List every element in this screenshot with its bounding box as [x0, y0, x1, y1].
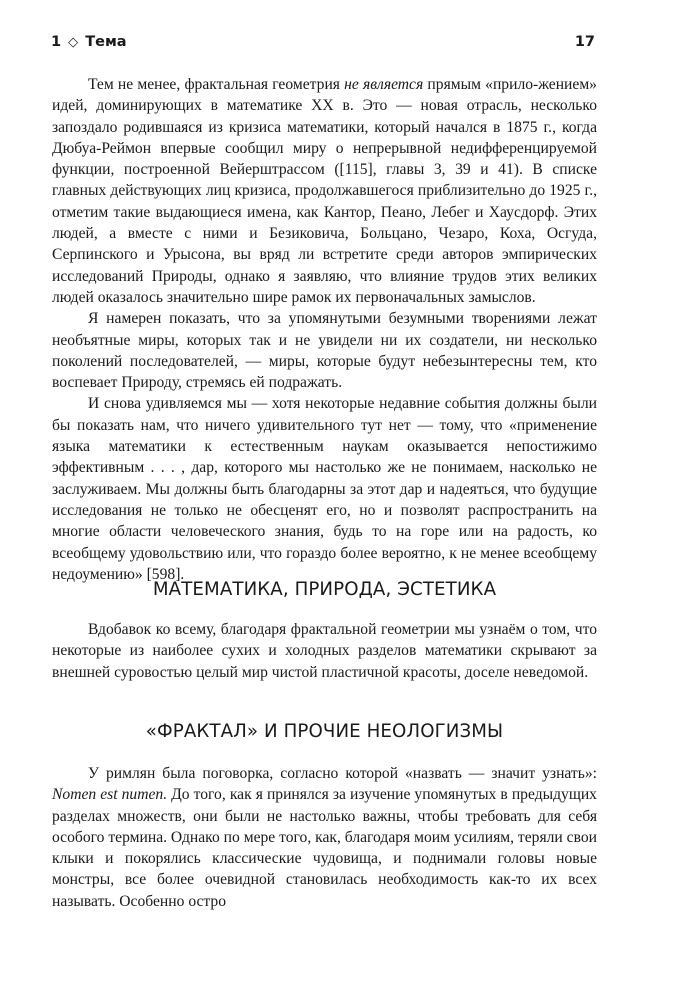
section-body-3 [52, 763, 597, 912]
paragraph-text: До того, как я принялся за изучение упомянутых в предыдущих разделах множеств, они были не настолько важны, чтобы требовать для себя особого термина. Однако по мере того, как, благодаря моим усилиям, теряли свои клыки и покорялись классические чудовища, и поднимали головы новые монстры, все более очевидной становилась необходимость как-то их всех называть. Особенно остро [52, 786, 597, 910]
running-header [51, 34, 595, 56]
paragraph-text: прямым «прило-жением» идей, доминирующих в математике XX в. Это — новая отрасль, несколько запоздало родившаяся из кризиса математики, который начался в 1875 г., когда Дюбуа-Реймон впервые сообщил миру о непрерывной недифференцируемой функции, построенной Вейерштрассом ([115], главы 3, 39 и 41). В списке главных действующих лиц кризиса, продолжавшегося приблизительно до 1925 г., отметим такие выдающиеся имена, как Кантор, Пеано, Лебег и Хаусдорф. Этих людей, а вместе с ними и Безиковича, Больцано, Чезаро, Коха, Осгуда, Серпинского и Урысона, вы вряд ли встретите среди авторов эмпирических исследований Природы, однако я заявляю, что влияние трудов этих великих людей оказалось значительно шире рамок их первоначальных замыслов. [52, 76, 597, 306]
paragraph [52, 74, 597, 308]
diamond-icon: ◇ [68, 35, 79, 50]
paragraph: И снова удивляемся мы — хотя некоторые недавние события должны были бы показать нам, что ничего удивительного тут нет — тому, что «применение языка математики к естественным наукам оказывается непостижимо эффективным . . . , дар, которого мы настолько же не понимаем, насколько не заслуживаем. Мы должны быть благодарны за этот дар и надеяться, что будущие исследования не только не обесценят его, но и позволят распространить на многие области человеческого знания, будь то на горе или на радость, ко всеобщему удовольствию или, что гораздо более вероятно, к не менее всеобщему недоумению» [598]. [52, 395, 597, 583]
section-heading: «ФРАКТАЛ» И ПРОЧИЕ НЕОЛОГИЗМЫ [145, 721, 504, 742]
section-body-1 [52, 74, 597, 585]
emphasis-text: Nomen est numen. [52, 786, 168, 804]
paragraph-text: У римлян была поговорка, согласно которой «назвать — значит узнать»: [88, 765, 597, 782]
paragraph [52, 763, 597, 912]
section-heading: МАТЕМАТИКА, ПРИРОДА, ЭСТЕТИКА [152, 579, 497, 600]
paragraph-text: Тем не менее, фрактальная геометрия [88, 76, 345, 93]
section-body-2 [52, 619, 597, 683]
chapter-label [51, 34, 127, 50]
paragraph: Вдобавок ко всему, благодаря фрактальной геометрии мы узнаём о том, что некоторые из наиболее сухих и холодных разделов математики скрывают за внешней суровостью целый мир чистой пластичной красоты, доселе неведомой. [52, 621, 597, 681]
chapter-number: 1 [51, 34, 62, 50]
page-number: 17 [574, 34, 595, 50]
paragraph: Я намерен показать, что за упомянутыми безумными творениями лежат необъятные миры, которых так и не увидели ни их создатели, ни несколько поколений последователей, — миры, которые будут небезынтересны тем, кто воспевает Природу, стремясь ей подражать. [52, 310, 597, 392]
emphasis-text: не является [344, 76, 424, 93]
chapter-title: Тема [85, 34, 127, 50]
